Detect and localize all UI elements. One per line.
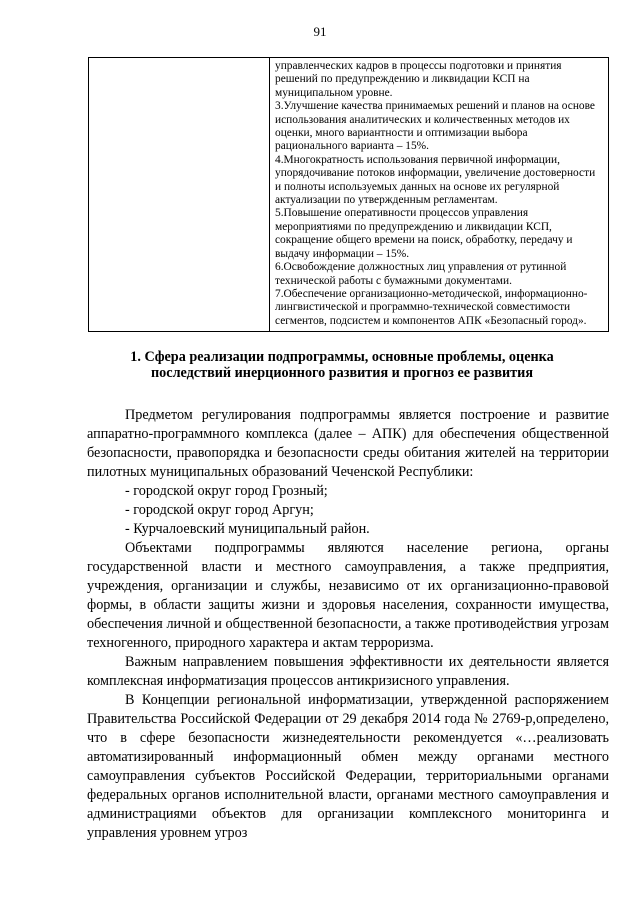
paragraph: В Концепции региональной информатизации, утвержденной распоряжением Правительства Российской Федерации от 29 декабря 2014 года № 2769-р,определено, что в сфере безопасности жизнедеятельности рекомендуется «…реализовать автоматизированный информационный обмен между органами местного самоуправления субъектов Российской Федерации, территориальными органами федеральных органов исполнительной власти, органами местного самоуправления и администрациями объектов для организации комплексного мониторинга и управления уровнем угроз	[87, 692, 609, 841]
paragraph: Важным направлением повышения эффективности их деятельности является комплексная информатизация процессов антикризисного управления.	[87, 654, 609, 689]
section-body	[87, 406, 609, 843]
page-number: 91	[313, 24, 327, 39]
section-heading	[72, 349, 612, 381]
table-item: 7.Обеспечение организационно-методической, информационно-лингвистической и программно-технической совместимости сегментов, подсистем и компонентов АПК «Безопасный город».	[275, 287, 588, 327]
table-cell-empty	[89, 58, 270, 332]
section-heading-line: последствий инерционного развития и прогноз ее развития	[151, 365, 533, 381]
table-item: 6.Освобождение должностных лиц управления от рутинной технической работы с бумажными документами.	[275, 261, 567, 287]
table-row	[89, 58, 609, 332]
table-cell-results	[270, 58, 609, 332]
section-heading-line: 1. Сфера реализации подпрограммы, основные проблемы, оценка	[130, 349, 554, 365]
list-item: - городской округ город Грозный;	[125, 483, 328, 499]
table-item: 3.Улучшение качества принимаемых решений и планов на основе использования аналитических и количественных методов их оценки, много вариантности и оптимизации выбора рационального варианта – 15%.	[275, 100, 595, 153]
paragraph: Предметом регулирования подпрограммы является построение и развитие аппаратно-программного комплекса (далее – АПК) для обеспечения общественной безопасности, правопорядка и безопасности среды обитания жителей на территории пилотных муниципальных образований Чеченской Республики:	[87, 407, 609, 480]
table-item: 4.Многократность использования первичной информации, упорядочивание потоков информации, увеличение достоверности и полноты используемых данных на основе их регулярной актуализации по утвержденным регламентам.	[275, 153, 596, 207]
list-item: - городской округ город Аргун;	[125, 502, 314, 518]
continuation-table	[88, 57, 609, 332]
table-item: управленческих кадров в процессы подготовки и принятия решений по предупреждению и ликвидации КСП на муниципальном уровне.	[275, 60, 562, 99]
paragraph: Объектами подпрограммы являются население региона, органы государственной власти и местного самоуправления, а также предприятия, учреждения, организации и службы, независимо от их организационно-правовой формы, в области защиты жизни и здоровья населения, сохранности имущества, обеспечения личной и общественной безопасности, а также противодействия угрозам техногенного, природного характера и актам терроризма.	[87, 540, 609, 651]
list-item: - Курчалоевский муниципальный район.	[125, 521, 370, 537]
table-item: 5.Повышение оперативности процессов управления мероприятиями по предупреждению и ликвидации КСП, сокращение общего времени на поиск, обработку, передачу и выдачу информации – 15%.	[275, 207, 573, 260]
